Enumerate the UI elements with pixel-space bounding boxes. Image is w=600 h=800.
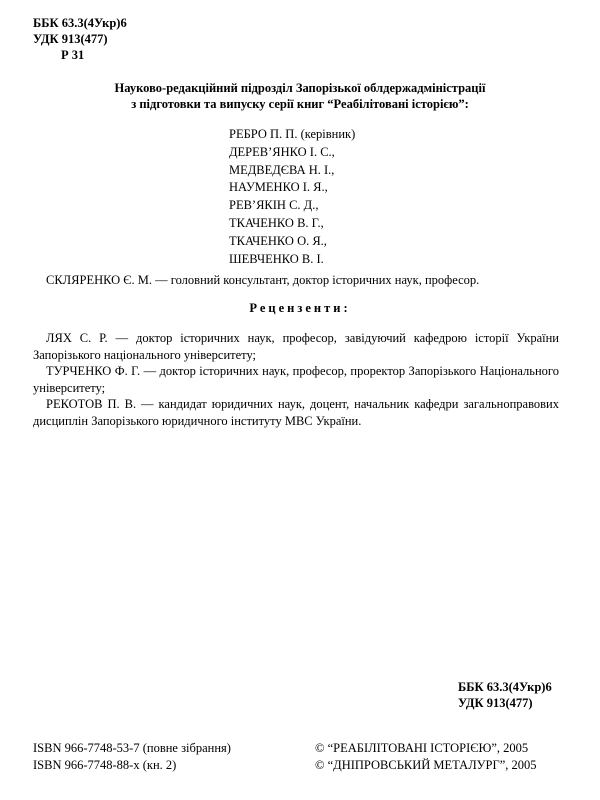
reviewer-item: РЕКОТОВ П. В. — кандидат юридичних наук, доцент, начальник кафедри загальноправових дисциплін Запорізького юридичного інституту МВС України.: [33, 397, 559, 428]
reviewers-heading: Рецензенти:: [249, 301, 351, 315]
editorial-members-list: [229, 126, 355, 268]
isbn-block: [33, 740, 231, 774]
editorial-line-1: Науково-редакційний підрозділ Запорізької облдержадміністрації: [114, 81, 486, 95]
member-item: РЕВ’ЯКІН С. Д.,: [229, 198, 319, 213]
member-item: ТКАЧЕНКО В. Г.,: [229, 215, 324, 230]
bbk-code: ББК 63.3(4Укр)6: [33, 16, 127, 30]
member-item: ДЕРЕВ’ЯНКО І. С.,: [229, 144, 335, 159]
isbn-line: ISBN 966-7748-88-х (кн. 2): [33, 758, 177, 772]
copyright-line: © “ДНІПРОВСЬКИЙ МЕТАЛУРГ”, 2005: [315, 758, 537, 772]
reviewer-item: ЛЯХ С. Р. — доктор історичних наук, професор, завідуючий кафедрою історії України Запорізького національного університету;: [33, 331, 559, 362]
member-item: РЕБРО П. П. (керівник): [229, 127, 356, 141]
classification-block-bottom: [458, 679, 552, 711]
copyright-block: [315, 740, 537, 774]
reviewer-item: ТУРЧЕНКО Ф. Г. — доктор історичних наук, професор, проректор Запорізького Національного університету;: [33, 364, 559, 395]
member-item: ШЕВЧЕНКО В. І.: [229, 251, 324, 266]
editorial-board-heading: [30, 80, 570, 112]
member-item: МЕДВЕДЄВА Н. І.,: [229, 162, 335, 177]
bbk-code: ББК 63.3(4Укр)6: [458, 680, 552, 694]
editorial-line-2: з підготовки та випуску серії книг “Реабілітовані історією”:: [131, 97, 469, 111]
classification-block-top: [33, 15, 127, 63]
chief-consultant-line: СКЛЯРЕНКО Є. М. — головний консультант, доктор історичних наук, професор.: [46, 273, 480, 287]
isbn-line: ISBN 966-7748-53-7 (повне зібрання): [33, 741, 231, 755]
member-item: НАУМЕНКО І. Я.,: [229, 180, 328, 195]
copyright-line: © “РЕАБІЛІТОВАНІ ІСТОРІЄЮ”, 2005: [315, 741, 529, 755]
member-item: ТКАЧЕНКО О. Я.,: [229, 233, 327, 248]
reviewers-list: [33, 330, 559, 430]
author-sign-code: Р 31: [61, 48, 85, 62]
udk-code: УДК 913(477): [458, 696, 533, 710]
udk-code: УДК 913(477): [33, 32, 108, 46]
